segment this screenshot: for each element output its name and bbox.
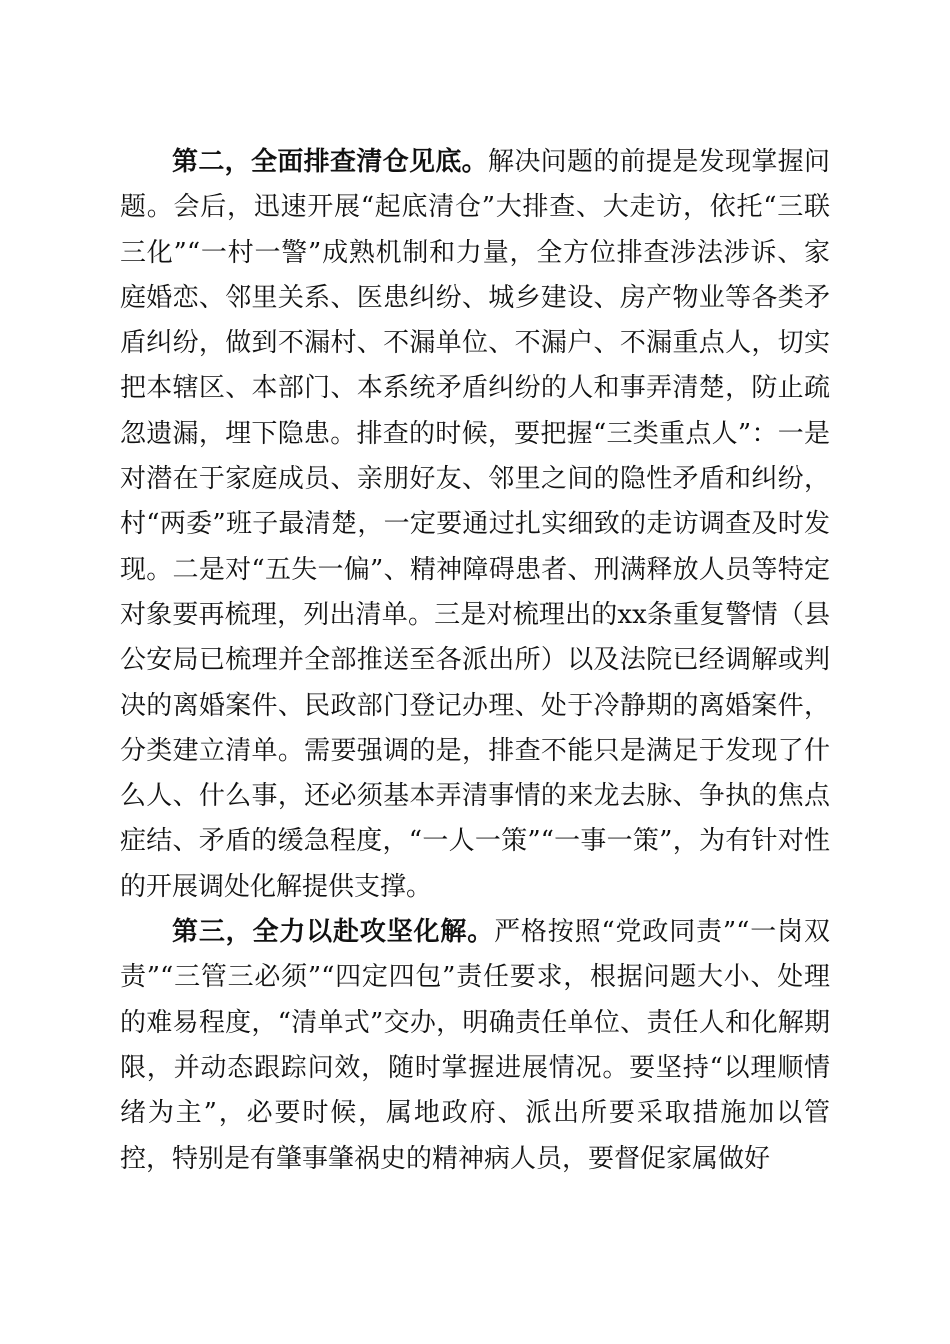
paragraph-heading: 第三，全力以赴攻坚化解。 <box>172 917 495 948</box>
paragraph-text: 解决问题的前提是发现掌握问题。会后，迅速开展“起底清仓”大排查、大走访，依托“三联三化”“一村一警”成熟机制和力量，全方位排查涉法涉诉、家庭婚恋、邻里关系、医患纠纷、城乡建设、房产物业等各类矛盾纠纷，做到不漏村、不漏单位、不漏户、不漏重点人，切实把本辖区、本部门、本系统矛盾纠纷的人和事弄清楚，防止疏忽遗漏，埋下隐患。排查的时候，要把握“三类重点人”：一是对潜在于家庭成员、亲朋好友、邻里之间的隐性矛盾和纠纷，村“两委”班子最清楚，一定要通过扎实细致的走访调查及时发现。二是对“五失一偏”、精神障碍患者、刑满释放人员等特定对象要再梳理，列出清单。三是对梳理出的xx条重复警情（县公安局已梳理并全部推送至各派出所）以及法院已经调解或判决的离婚案件、民政部门登记办理、处于冷静期的离婚案件，分类建立清单。需要强调的是，排查不能只是满足于发现了什么人、什么事，还必须基本弄清事情的来龙去脉、争执的焦点症结、矛盾的缓急程度，“一人一策”“一事一策”，为有针对性的开展调处化解提供支撑。 <box>120 147 830 902</box>
paragraph-text: 严格按照“党政同责”“一岗双责”“三管三必须”“四定四包”责任要求，根据问题大小、处理的难易程度，“清单式”交办，明确责任单位、责任人和化解期限，并动态跟踪问效，随时掌握进展情况。要坚持“以理顺情绪为主”，必要时候，属地政府、派出所要采取措施加以管控，特别是有肇事肇祸史的精神病人员，要督促家属做好 <box>120 917 830 1174</box>
document-body <box>120 140 830 1182</box>
paragraph-second <box>120 140 830 910</box>
paragraph-third <box>120 910 830 1182</box>
paragraph-heading: 第二，全面排查清仓见底。 <box>172 147 488 177</box>
